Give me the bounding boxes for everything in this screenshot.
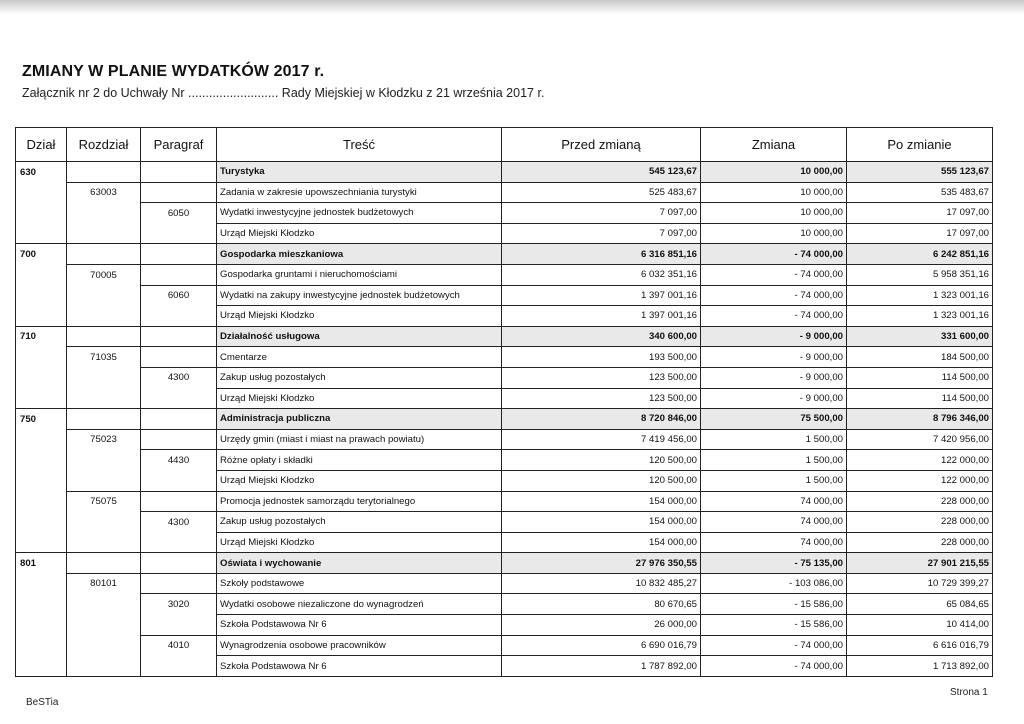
cell-tresc: Turystyka [217, 162, 502, 183]
cell-zmiana: - 15 586,00 [701, 615, 847, 636]
cell-zmiana: - 74 000,00 [701, 264, 847, 285]
table-row [16, 491, 993, 512]
col-header-dzial: Dział [16, 128, 67, 162]
cell-zmiana: 1 500,00 [701, 470, 847, 491]
cell-tresc: Administracja publiczna [217, 409, 502, 430]
table-row [16, 367, 993, 388]
cell-zmiana: - 74 000,00 [701, 285, 847, 306]
cell-tresc: Promocja jednostek samorządu terytorialnego [217, 491, 502, 512]
cell-tresc: Zakup usług pozostałych [217, 512, 502, 533]
table-row [16, 429, 993, 450]
cell-przed: 154 000,00 [502, 512, 701, 533]
table-row [16, 388, 993, 409]
table-row [16, 182, 993, 203]
cell-tresc: Zadania w zakresie upowszechniania turystyki [217, 182, 502, 203]
cell-dzial [16, 470, 67, 491]
cell-paragraf: 4430 [141, 450, 217, 471]
cell-po: 1 713 892,00 [847, 656, 993, 677]
cell-paragraf: 3020 [141, 594, 217, 615]
cell-tresc: Gospodarka mieszkaniowa [217, 244, 502, 265]
cell-przed: 26 000,00 [502, 615, 701, 636]
cell-dzial: 710 [16, 326, 67, 347]
col-header-tresc: Treść [217, 128, 502, 162]
cell-po: 228 000,00 [847, 512, 993, 533]
cell-dzial [16, 532, 67, 553]
cell-przed: 154 000,00 [502, 491, 701, 512]
cell-paragraf: 6060 [141, 285, 217, 306]
cell-rozdzial [67, 470, 141, 491]
page-title: ZMIANY W PLANIE WYDATKÓW 2017 r. [22, 63, 325, 80]
cell-przed: 123 500,00 [502, 367, 701, 388]
cell-tresc: Wynagrodzenia osobowe pracowników [217, 635, 502, 656]
cell-po: 17 097,00 [847, 203, 993, 224]
table-row [16, 347, 993, 368]
cell-rozdzial [67, 450, 141, 471]
cell-dzial [16, 182, 67, 203]
cell-dzial [16, 450, 67, 471]
cell-zmiana: - 9 000,00 [701, 367, 847, 388]
cell-dzial [16, 306, 67, 327]
table-row [16, 573, 993, 594]
cell-paragraf: 4300 [141, 512, 217, 533]
cell-zmiana: - 74 000,00 [701, 244, 847, 265]
cell-przed: 123 500,00 [502, 388, 701, 409]
cell-rozdzial [67, 162, 141, 183]
cell-paragraf [141, 409, 217, 430]
cell-tresc: Zakup usług pozostałych [217, 367, 502, 388]
cell-zmiana: - 75 135,00 [701, 553, 847, 574]
cell-po: 10 729 399,27 [847, 573, 993, 594]
cell-przed: 8 720 846,00 [502, 409, 701, 430]
cell-przed: 7 097,00 [502, 203, 701, 224]
cell-paragraf [141, 306, 217, 327]
cell-paragraf [141, 656, 217, 677]
cell-zmiana: 10 000,00 [701, 162, 847, 183]
cell-tresc: Wydatki osobowe niezaliczone do wynagrodzeń [217, 594, 502, 615]
cell-po: 10 414,00 [847, 615, 993, 636]
cell-paragraf [141, 162, 217, 183]
cell-rozdzial: 75023 [67, 429, 141, 450]
cell-rozdzial [67, 326, 141, 347]
cell-przed: 27 976 350,55 [502, 553, 701, 574]
table-row [16, 615, 993, 636]
cell-zmiana: 10 000,00 [701, 182, 847, 203]
table-row [16, 306, 993, 327]
col-header-paragraf: Paragraf [141, 128, 217, 162]
cell-przed: 6 316 851,16 [502, 244, 701, 265]
cell-paragraf [141, 429, 217, 450]
cell-dzial [16, 491, 67, 512]
cell-po: 228 000,00 [847, 491, 993, 512]
cell-paragraf [141, 491, 217, 512]
cell-zmiana: - 74 000,00 [701, 635, 847, 656]
cell-zmiana: - 9 000,00 [701, 326, 847, 347]
cell-rozdzial [67, 244, 141, 265]
cell-tresc: Szkoły podstawowe [217, 573, 502, 594]
cell-paragraf [141, 573, 217, 594]
cell-po: 5 958 351,16 [847, 264, 993, 285]
cell-przed: 545 123,67 [502, 162, 701, 183]
cell-rozdzial [67, 285, 141, 306]
cell-paragraf [141, 264, 217, 285]
cell-zmiana: - 103 086,00 [701, 573, 847, 594]
cell-dzial [16, 285, 67, 306]
cell-zmiana: 74 000,00 [701, 512, 847, 533]
table-row [16, 656, 993, 677]
col-header-po: Po zmianie [847, 128, 993, 162]
table-row [16, 635, 993, 656]
cell-zmiana: - 9 000,00 [701, 388, 847, 409]
cell-przed: 7 419 456,00 [502, 429, 701, 450]
table-row [16, 512, 993, 533]
col-header-przed: Przed zmianą [502, 128, 701, 162]
cell-dzial [16, 615, 67, 636]
cell-zmiana: 1 500,00 [701, 429, 847, 450]
cell-zmiana: 74 000,00 [701, 491, 847, 512]
cell-rozdzial: 75075 [67, 491, 141, 512]
cell-po: 8 796 346,00 [847, 409, 993, 430]
cell-przed: 7 097,00 [502, 223, 701, 244]
table-edge-line [15, 657, 16, 669]
table-row [16, 594, 993, 615]
cell-zmiana: 74 000,00 [701, 532, 847, 553]
cell-rozdzial: 71035 [67, 347, 141, 368]
cell-po: 122 000,00 [847, 450, 993, 471]
cell-zmiana: - 15 586,00 [701, 594, 847, 615]
cell-po: 555 123,67 [847, 162, 993, 183]
cell-tresc: Różne opłaty i składki [217, 450, 502, 471]
table-row [16, 532, 993, 553]
cell-po: 6 616 016,79 [847, 635, 993, 656]
budget-table [15, 127, 993, 677]
cell-przed: 525 483,67 [502, 182, 701, 203]
col-header-rozdzial: Rozdział [67, 128, 141, 162]
table-row [16, 285, 993, 306]
cell-dzial [16, 512, 67, 533]
cell-paragraf [141, 326, 217, 347]
cell-tresc: Gospodarka gruntami i nieruchomościami [217, 264, 502, 285]
cell-zmiana: - 9 000,00 [701, 347, 847, 368]
cell-przed: 1 397 001,16 [502, 306, 701, 327]
cell-dzial: 700 [16, 244, 67, 265]
cell-zmiana: 10 000,00 [701, 223, 847, 244]
cell-dzial [16, 367, 67, 388]
cell-przed: 1 787 892,00 [502, 656, 701, 677]
cell-po: 122 000,00 [847, 470, 993, 491]
cell-zmiana: 10 000,00 [701, 203, 847, 224]
cell-po: 184 500,00 [847, 347, 993, 368]
table-row [16, 409, 993, 430]
cell-po: 27 901 215,55 [847, 553, 993, 574]
cell-przed: 154 000,00 [502, 532, 701, 553]
table-row [16, 244, 993, 265]
cell-tresc: Wydatki inwestycyjne jednostek budżetowych [217, 203, 502, 224]
table-row [16, 223, 993, 244]
cell-przed: 1 397 001,16 [502, 285, 701, 306]
table-row [16, 162, 993, 183]
table-row [16, 450, 993, 471]
cell-dzial [16, 594, 67, 615]
footer-software: BeSTia [26, 697, 59, 708]
cell-po: 65 084,65 [847, 594, 993, 615]
cell-tresc: Szkoła Podstawowa Nr 6 [217, 656, 502, 677]
cell-paragraf [141, 532, 217, 553]
cell-tresc: Urząd Miejski Kłodzko [217, 388, 502, 409]
cell-dzial [16, 656, 67, 677]
cell-przed: 193 500,00 [502, 347, 701, 368]
cell-rozdzial [67, 656, 141, 677]
cell-przed: 6 690 016,79 [502, 635, 701, 656]
cell-po: 114 500,00 [847, 367, 993, 388]
cell-dzial [16, 573, 67, 594]
cell-po: 7 420 956,00 [847, 429, 993, 450]
cell-rozdzial [67, 223, 141, 244]
col-header-zmiana: Zmiana [701, 128, 847, 162]
cell-dzial [16, 223, 67, 244]
cell-zmiana: - 74 000,00 [701, 656, 847, 677]
cell-paragraf [141, 553, 217, 574]
cell-zmiana: 75 500,00 [701, 409, 847, 430]
cell-paragraf [141, 615, 217, 636]
cell-po: 228 000,00 [847, 532, 993, 553]
cell-dzial [16, 203, 67, 224]
cell-paragraf: 6050 [141, 203, 217, 224]
cell-paragraf: 4010 [141, 635, 217, 656]
cell-tresc: Urząd Miejski Kłodzko [217, 470, 502, 491]
cell-rozdzial [67, 203, 141, 224]
cell-rozdzial [67, 409, 141, 430]
cell-po: 6 242 851,16 [847, 244, 993, 265]
cell-tresc: Urząd Miejski Kłodzko [217, 223, 502, 244]
cell-po: 535 483,67 [847, 182, 993, 203]
cell-paragraf [141, 223, 217, 244]
cell-rozdzial: 63003 [67, 182, 141, 203]
cell-po: 1 323 001,16 [847, 306, 993, 327]
cell-rozdzial [67, 512, 141, 533]
cell-tresc: Oświata i wychowanie [217, 553, 502, 574]
cell-dzial [16, 347, 67, 368]
cell-tresc: Działalność usługowa [217, 326, 502, 347]
cell-zmiana: 1 500,00 [701, 450, 847, 471]
table-row [16, 203, 993, 224]
cell-rozdzial [67, 594, 141, 615]
cell-paragraf: 4300 [141, 367, 217, 388]
cell-dzial [16, 429, 67, 450]
footer-page-number: Strona 1 [950, 687, 988, 698]
cell-paragraf [141, 244, 217, 265]
cell-po: 17 097,00 [847, 223, 993, 244]
cell-przed: 10 832 485,27 [502, 573, 701, 594]
cell-przed: 340 600,00 [502, 326, 701, 347]
page-subtitle: Załącznik nr 2 do Uchwały Nr .......................... Rady Miejskiej w Kłodzku z 21 września 2017 r. [22, 86, 545, 100]
cell-przed: 120 500,00 [502, 470, 701, 491]
cell-rozdzial [67, 532, 141, 553]
cell-przed: 80 670,65 [502, 594, 701, 615]
cell-rozdzial [67, 367, 141, 388]
cell-tresc: Urząd Miejski Kłodzko [217, 306, 502, 327]
cell-po: 331 600,00 [847, 326, 993, 347]
cell-rozdzial: 70005 [67, 264, 141, 285]
cell-dzial: 750 [16, 409, 67, 430]
cell-tresc: Wydatki na zakupy inwestycyjne jednostek budżetowych [217, 285, 502, 306]
cell-dzial: 630 [16, 162, 67, 183]
table-header-row [16, 128, 993, 162]
table-row [16, 264, 993, 285]
table-row [16, 470, 993, 491]
cell-po: 114 500,00 [847, 388, 993, 409]
cell-paragraf [141, 470, 217, 491]
cell-dzial [16, 264, 67, 285]
cell-rozdzial [67, 306, 141, 327]
cell-rozdzial [67, 388, 141, 409]
cell-rozdzial [67, 615, 141, 636]
cell-tresc: Urząd Miejski Kłodzko [217, 532, 502, 553]
cell-paragraf [141, 347, 217, 368]
table-body [16, 162, 993, 677]
cell-tresc: Urzędy gmin (miast i miast na prawach powiatu) [217, 429, 502, 450]
cell-tresc: Szkoła Podstawowa Nr 6 [217, 615, 502, 636]
cell-zmiana: - 74 000,00 [701, 306, 847, 327]
cell-przed: 6 032 351,16 [502, 264, 701, 285]
table-row [16, 553, 993, 574]
cell-po: 1 323 001,16 [847, 285, 993, 306]
cell-paragraf [141, 182, 217, 203]
table-row [16, 326, 993, 347]
cell-dzial: 801 [16, 553, 67, 574]
cell-rozdzial [67, 553, 141, 574]
cell-tresc: Cmentarze [217, 347, 502, 368]
scan-edge [0, 0, 1024, 14]
cell-przed: 120 500,00 [502, 450, 701, 471]
cell-dzial [16, 635, 67, 656]
cell-paragraf [141, 388, 217, 409]
cell-rozdzial: 80101 [67, 573, 141, 594]
cell-dzial [16, 388, 67, 409]
cell-rozdzial [67, 635, 141, 656]
